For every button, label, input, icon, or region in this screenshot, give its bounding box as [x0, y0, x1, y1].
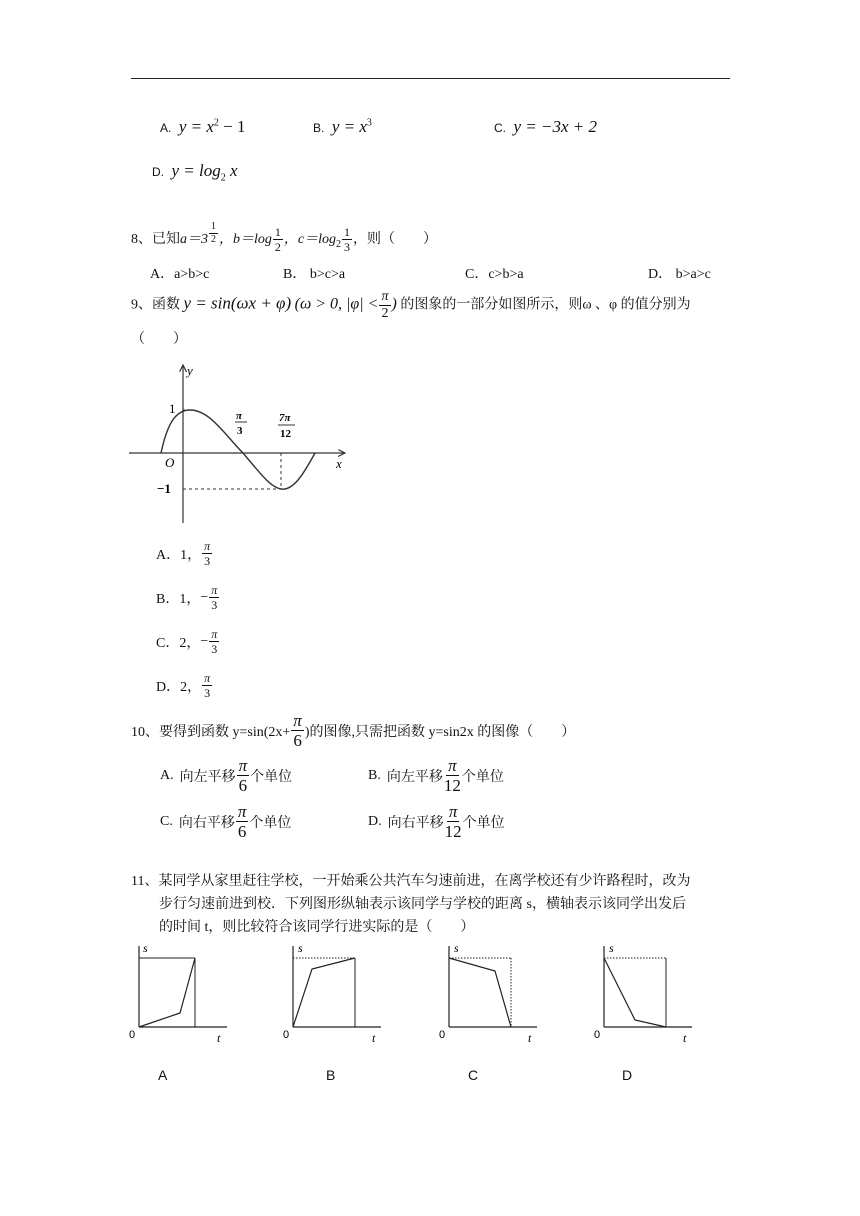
q9-label-1: 1 — [169, 401, 176, 416]
q11-graph-d — [593, 938, 703, 1048]
svg-text:s: s — [143, 941, 148, 955]
q11-line-1: 11、某同学从家里赶往学校，一开始乘公共汽车匀速前进，在离学校还有少许路程时，改为 — [131, 874, 691, 889]
q7-option-b[interactable]: B. $y = x^3$ — [313, 117, 372, 136]
q7-option-c[interactable]: C. y = −3x + 2 — [494, 117, 598, 136]
q11-label-a: A — [158, 1067, 168, 1083]
q9-option-a[interactable]: A． 1， $\frac{\pi}{3}$ — [156, 539, 211, 568]
q8-stem: 8、已知a＝3 $\frac{1}{2}$ ，b＝log $\frac{1}{2}$ ，$c=\log_2$ $\frac{1}{3}$ ，则（ ） — [131, 221, 437, 255]
q10-option-a[interactable]: A. 向左平移 $\frac{\pi}{6}$ 个单位 — [160, 756, 293, 795]
q10-option-d[interactable]: D. 向右平移 $\frac{\pi}{12}$ 个单位 — [368, 802, 505, 841]
q9-label-7pi12-den: 12 — [280, 428, 291, 440]
svg-text:t: t — [217, 1031, 221, 1045]
header-rule — [131, 78, 730, 79]
q9-label-y: y — [187, 363, 193, 378]
q9-paren: （ ） — [131, 332, 187, 347]
q11-graph-c — [438, 938, 548, 1048]
svg-text:t: t — [528, 1031, 532, 1045]
q11-label-b: B — [326, 1067, 336, 1083]
q9-option-b[interactable]: B． 1， − $\frac{\pi}{3}$ — [156, 583, 218, 612]
svg-text:s: s — [454, 941, 459, 955]
q9-label-pi3-den: 3 — [237, 425, 243, 437]
q7-option-d[interactable]: D. $y = \log_2 x$ — [152, 161, 238, 184]
svg-text:0: 0 — [594, 1029, 601, 1041]
q10-stem: 10、要得到函数 y=sin(2x+ $\frac{\pi}{6}$ )的图像,只需把函数 y=sin2x 的图像（ ） — [131, 711, 576, 750]
svg-text:0: 0 — [283, 1029, 290, 1041]
q11-graph-a — [125, 938, 235, 1048]
q8-option-c[interactable]: C．c>b>a — [465, 267, 524, 282]
svg-text:t: t — [683, 1031, 687, 1045]
q10-option-c[interactable]: C. 向右平移 $\frac{\pi}{6}$ 个单位 — [160, 802, 292, 841]
q11-graph-b — [282, 938, 392, 1048]
svg-text:0: 0 — [129, 1029, 136, 1041]
q11-line-3: 的时间 t，则比较符合该同学行进实际的是（ ） — [159, 920, 475, 935]
q9-label-x: x — [336, 456, 342, 471]
svg-text:s: s — [298, 941, 303, 955]
q11-label-d: D — [622, 1067, 633, 1083]
svg-text:t: t — [372, 1031, 376, 1045]
q11-label-c: C — [468, 1067, 479, 1083]
q9-sine-graph — [125, 355, 365, 530]
q11-line-2: 步行匀速前进到校．下列图形纵轴表示该同学与学校的距离 s，横轴表示该同学出发后 — [159, 897, 686, 912]
q8-option-a[interactable]: A．a>b>c — [150, 267, 210, 282]
q9-label-minus1: −1 — [157, 481, 171, 496]
q9-stem: 9、函数 y = sin(ωx + φ) (ω > 0, |φ| < $\frac{\pi}{2}$ ) 的图象的一部分如图所示，则ω 、φ 的值分别为 — [131, 289, 691, 321]
q9-option-c[interactable]: C． 2， − $\frac{\pi}{3}$ — [156, 627, 218, 656]
q9-label-pi3-num: π — [236, 410, 243, 422]
svg-text:s: s — [609, 941, 614, 955]
q9-label-7pi12-num: 7π — [279, 412, 291, 424]
q9-option-d[interactable]: D． 2， $\frac{\pi}{3}$ — [156, 671, 211, 700]
q10-option-b[interactable]: B. 向左平移 $\frac{\pi}{12}$ 个单位 — [368, 756, 504, 795]
q8-option-d[interactable]: D． b>a>c — [648, 267, 711, 282]
svg-text:0: 0 — [439, 1029, 446, 1041]
q8-option-b[interactable]: B． b>c>a — [283, 267, 346, 282]
q9-label-o: O — [165, 455, 175, 470]
q7-option-a[interactable]: A. $y = x^2 - 1$ — [160, 117, 246, 136]
